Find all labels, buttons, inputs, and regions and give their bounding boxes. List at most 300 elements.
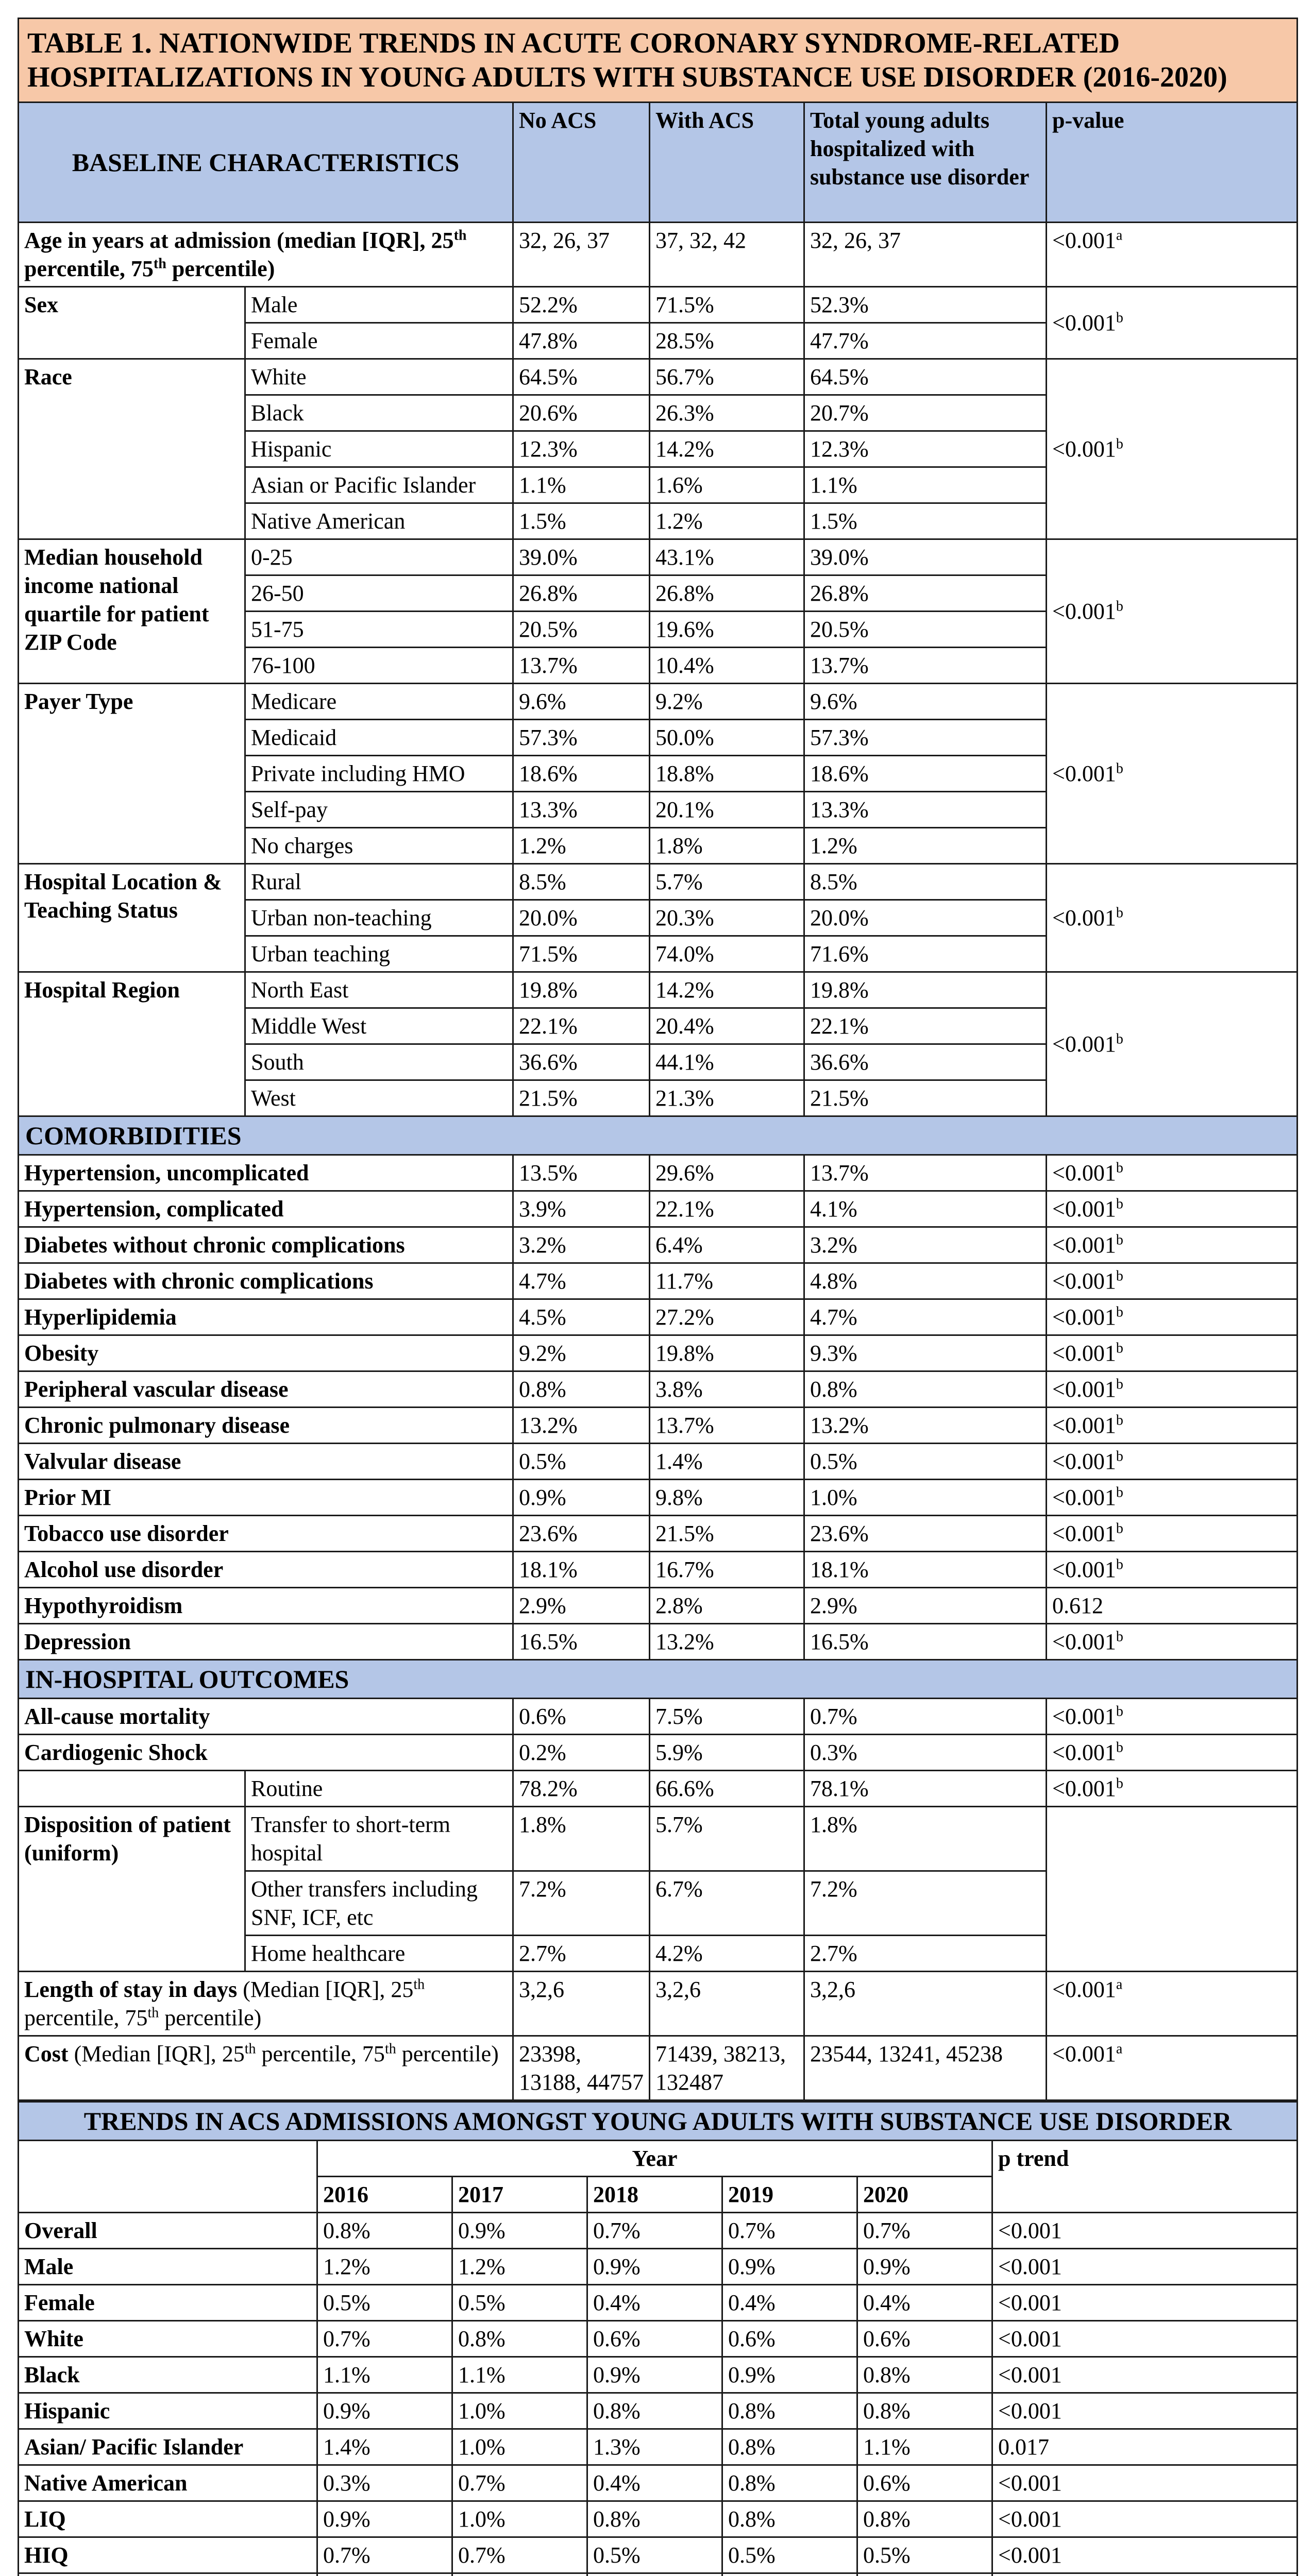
los-p: <0.001$^a$: [1047, 1972, 1298, 2036]
trends-p-trend-label: p trend: [992, 2141, 1298, 2213]
trend-value: 1.0%: [452, 2501, 587, 2537]
race-total: 1.5%: [804, 503, 1047, 539]
mortality-total: 0.7%: [804, 1699, 1047, 1735]
payer-with-acs: 9.2%: [650, 684, 804, 720]
payer-sub-label: Self-pay: [245, 792, 513, 828]
comorbidity-label: Diabetes without chronic complications: [19, 1227, 513, 1263]
income-sub-label: 0-25: [245, 539, 513, 575]
income-sub-label: 26-50: [245, 575, 513, 612]
race-no-acs: 12.3%: [513, 431, 650, 467]
trend-value: 1.1%: [317, 2357, 452, 2393]
baseline-section-label: BASELINE CHARACTERISTICS: [19, 103, 513, 223]
disposition-sub: Home healthcare: [245, 1936, 513, 1972]
comorbidity-label: Obesity: [19, 1335, 513, 1371]
comorbidity-total: 4.8%: [804, 1263, 1047, 1299]
income-sub-label: 76-100: [245, 648, 513, 684]
trend-value: 1.3%: [587, 2429, 722, 2465]
trend-value: 0.6%: [857, 2321, 992, 2357]
comorbidity-no-acs: 9.2%: [513, 1335, 650, 1371]
comorbidity-p-value: <0.001$^b$: [1047, 1299, 1298, 1335]
income-total: 26.8%: [804, 575, 1047, 612]
trend-value: 0.8%: [857, 2393, 992, 2429]
trend-value: 0.7%: [452, 2465, 587, 2501]
sex-p-value: <0.001$^b$: [1047, 287, 1298, 359]
comorbidity-p-value: <0.001$^b$: [1047, 1191, 1298, 1227]
payer-no-acs: 13.3%: [513, 792, 650, 828]
comorbidity-total: 4.1%: [804, 1191, 1047, 1227]
disposition-with-acs: 4.2%: [650, 1936, 804, 1972]
income-with-acs: 43.1%: [650, 539, 804, 575]
routine-label: Routine: [245, 1771, 513, 1807]
trend-value: 0.8%: [722, 2429, 857, 2465]
comorbidity-no-acs: 16.5%: [513, 1624, 650, 1660]
trend-value: 0.7%: [722, 2213, 857, 2249]
trend-value: 0.8%: [722, 2501, 857, 2537]
comorbidity-no-acs: 3.2%: [513, 1227, 650, 1263]
shock-total: 0.3%: [804, 1735, 1047, 1771]
shock-no-acs: 0.2%: [513, 1735, 650, 1771]
trend-row: [19, 2465, 1298, 2501]
trend-value: 0.9%: [452, 2213, 587, 2249]
race-total: 64.5%: [804, 359, 1047, 395]
race-sub-label: Asian or Pacific Islander: [245, 467, 513, 503]
trend-row: [19, 2429, 1298, 2465]
race-with-acs: 1.2%: [650, 503, 804, 539]
comorbidity-total: 3.2%: [804, 1227, 1047, 1263]
sex-with-acs: 71.5%: [650, 287, 804, 323]
race-sub-label: Black: [245, 395, 513, 431]
sex-total: 47.7%: [804, 323, 1047, 359]
comorbidity-label: Alcohol use disorder: [19, 1552, 513, 1588]
comorbidity-label: Hypertension, complicated: [19, 1191, 513, 1227]
trend-p: <0.001: [992, 2357, 1298, 2393]
trend-value: 1.2%: [452, 2249, 587, 2285]
trend-label: White: [19, 2321, 317, 2357]
income-no-acs: 20.5%: [513, 612, 650, 648]
location-sub-label: Rural: [245, 864, 513, 900]
income-no-acs: 39.0%: [513, 539, 650, 575]
trend-year-header: 2020: [857, 2177, 992, 2213]
mortality-label: All-cause mortality: [19, 1699, 513, 1735]
trend-value: 0.4%: [857, 2285, 992, 2321]
trend-value: 0.6%: [857, 2465, 992, 2501]
trend-value: 0.4%: [587, 2285, 722, 2321]
comorbidity-total: 0.5%: [804, 1444, 1047, 1480]
comorbidity-label: Hypothyroidism: [19, 1588, 513, 1624]
comorbidity-with-acs: 22.1%: [650, 1191, 804, 1227]
comorbidity-with-acs: 9.8%: [650, 1480, 804, 1516]
routine-with-acs: 66.6%: [650, 1771, 804, 1807]
race-label: Race: [19, 359, 245, 539]
comorbidity-p-value: <0.001$^b$: [1047, 1155, 1298, 1191]
los-with-acs: 3,2,6: [650, 1972, 804, 2036]
payer-total: 18.6%: [804, 756, 1047, 792]
shock-row: [19, 1735, 1298, 1771]
comorbidities-header-row: [19, 1116, 1298, 1155]
comorbidity-label: Peripheral vascular disease: [19, 1371, 513, 1408]
trend-value: 0.8%: [857, 2501, 992, 2537]
disposition-p-blank: [1047, 1807, 1298, 1972]
race-total: 12.3%: [804, 431, 1047, 467]
trend-label: Native American: [19, 2465, 317, 2501]
comorbidity-with-acs: 13.2%: [650, 1624, 804, 1660]
payer-with-acs: 1.8%: [650, 828, 804, 864]
trends-table: [18, 2101, 1298, 2576]
income-total: 39.0%: [804, 539, 1047, 575]
region-total: 21.5%: [804, 1080, 1047, 1116]
age-total: 32, 26, 37: [804, 223, 1047, 287]
comorbidity-p-value: <0.001$^b$: [1047, 1227, 1298, 1263]
trend-row: [19, 2537, 1298, 2573]
trend-value: 0.9%: [857, 2249, 992, 2285]
comorbidity-no-acs: 18.1%: [513, 1552, 650, 1588]
trend-label: [19, 2573, 317, 2576]
payer-with-acs: 20.1%: [650, 792, 804, 828]
comorbidity-no-acs: 13.2%: [513, 1408, 650, 1444]
trend-value: 1.2%: [317, 2249, 452, 2285]
trend-p: <0.001: [992, 2285, 1298, 2321]
disposition-total: 7.2%: [804, 1871, 1047, 1936]
income-label: Median household income national quartile for patient ZIP Code: [19, 539, 245, 684]
sex-no-acs: 47.8%: [513, 323, 650, 359]
race-no-acs: 64.5%: [513, 359, 650, 395]
sex-with-acs: 28.5%: [650, 323, 804, 359]
payer-with-acs: 50.0%: [650, 720, 804, 756]
comorbidity-with-acs: 29.6%: [650, 1155, 804, 1191]
trend-value: 0.8%: [452, 2321, 587, 2357]
payer-total: 9.6%: [804, 684, 1047, 720]
trends-header-row: [19, 2102, 1298, 2141]
trend-p: <0.001: [992, 2465, 1298, 2501]
trend-value: 0.9%: [722, 2249, 857, 2285]
trend-value: 0.7%: [857, 2213, 992, 2249]
comorbidity-total: 9.3%: [804, 1335, 1047, 1371]
comorbidity-no-acs: 23.6%: [513, 1516, 650, 1552]
los-label: Length of stay in days (Median [IQR], 25th percentile, 75th percentile): [19, 1972, 513, 2036]
region-sub-label: West: [245, 1080, 513, 1116]
cost-p: <0.001$^a$: [1047, 2036, 1298, 2100]
payer-sub-label: Medicaid: [245, 720, 513, 756]
comorbidity-p-value: <0.001$^b$: [1047, 1408, 1298, 1444]
baseline-header-row: [19, 103, 1298, 223]
region-with-acs: 21.3%: [650, 1080, 804, 1116]
disposition-sub: Other transfers including SNF, ICF, etc: [245, 1871, 513, 1936]
shock-label: Cardiogenic Shock: [19, 1735, 513, 1771]
payer-sub-label: Medicare: [245, 684, 513, 720]
region-with-acs: 44.1%: [650, 1044, 804, 1080]
trend-label: Overall: [19, 2213, 317, 2249]
race-sub-label: Native American: [245, 503, 513, 539]
comorbidity-with-acs: 19.8%: [650, 1335, 804, 1371]
comorbidity-label: Chronic pulmonary disease: [19, 1408, 513, 1444]
region-sub-label: North East: [245, 972, 513, 1008]
los-total: 3,2,6: [804, 1972, 1047, 2036]
income-p-value: <0.001$^b$: [1047, 539, 1298, 684]
payer-total: 13.3%: [804, 792, 1047, 828]
trend-value: 0.5%: [722, 2537, 857, 2573]
outcomes-header-row: [19, 1660, 1298, 1699]
disposition-with-acs: 5.7%: [650, 1807, 804, 1871]
trend-label: HIQ: [19, 2537, 317, 2573]
trend-label: Male: [19, 2249, 317, 2285]
trend-p: 0.017: [992, 2429, 1298, 2465]
trend-year-header: 2017: [452, 2177, 587, 2213]
comorbidity-p-value: <0.001$^b$: [1047, 1335, 1298, 1371]
region-p-value: <0.001$^b$: [1047, 972, 1298, 1116]
comorbidity-total: 1.0%: [804, 1480, 1047, 1516]
location-with-acs: 20.3%: [650, 900, 804, 936]
col-header-p-value: p-value: [1047, 103, 1298, 223]
title-row: [19, 19, 1298, 103]
comorbidity-label: Depression: [19, 1624, 513, 1660]
comorbidity-no-acs: 2.9%: [513, 1588, 650, 1624]
comorbidity-with-acs: 1.4%: [650, 1444, 804, 1480]
col-header-no-acs: No ACS: [513, 103, 650, 223]
comorbidity-label: Prior MI: [19, 1480, 513, 1516]
trend-value: 1.1%: [452, 2357, 587, 2393]
routine-row: [19, 1771, 1298, 1807]
region-no-acs: 21.5%: [513, 1080, 650, 1116]
trend-value: 0.7%: [317, 2537, 452, 2573]
race-total: 1.1%: [804, 467, 1047, 503]
race-no-acs: 1.5%: [513, 503, 650, 539]
disposition-total: 1.8%: [804, 1807, 1047, 1871]
los-no-acs: 3,2,6: [513, 1972, 650, 2036]
age-p: <0.001$^a$: [1047, 223, 1298, 287]
race-with-acs: 14.2%: [650, 431, 804, 467]
trend-label: Asian/ Pacific Islander: [19, 2429, 317, 2465]
comorbidity-no-acs: 4.5%: [513, 1299, 650, 1335]
comorbidity-total: 2.9%: [804, 1588, 1047, 1624]
trend-value: 0.7%: [587, 2213, 722, 2249]
comorbidity-no-acs: 4.7%: [513, 1263, 650, 1299]
disposition-no-acs: 1.8%: [513, 1807, 650, 1871]
comorbidity-with-acs: 21.5%: [650, 1516, 804, 1552]
location-total: 8.5%: [804, 864, 1047, 900]
trend-value: 0.7%: [317, 2321, 452, 2357]
race-with-acs: 56.7%: [650, 359, 804, 395]
trend-year-header: 2018: [587, 2177, 722, 2213]
main-table: [18, 18, 1298, 2101]
outcomes-section-label: IN-HOSPITAL OUTCOMES: [19, 1660, 1298, 1699]
comorbidity-label: Hyperlipidemia: [19, 1299, 513, 1335]
age-no-acs: 32, 26, 37: [513, 223, 650, 287]
trends-blank: [19, 2141, 317, 2213]
region-no-acs: 19.8%: [513, 972, 650, 1008]
payer-total: 1.2%: [804, 828, 1047, 864]
payer-row: [19, 684, 1298, 720]
location-no-acs: 71.5%: [513, 936, 650, 972]
income-total: 13.7%: [804, 648, 1047, 684]
income-with-acs: 10.4%: [650, 648, 804, 684]
region-total: 22.1%: [804, 1008, 1047, 1044]
comorbidity-with-acs: 27.2%: [650, 1299, 804, 1335]
comorbidity-total: 13.7%: [804, 1155, 1047, 1191]
comorbidity-row: [19, 1371, 1298, 1408]
race-sub-label: Hispanic: [245, 431, 513, 467]
los-row: [19, 1972, 1298, 2036]
comorbidity-total: 16.5%: [804, 1624, 1047, 1660]
comorbidity-with-acs: 6.4%: [650, 1227, 804, 1263]
payer-total: 57.3%: [804, 720, 1047, 756]
age-with-acs: 37, 32, 42: [650, 223, 804, 287]
cost-label: Cost (Median [IQR], 25th percentile, 75th percentile): [19, 2036, 513, 2100]
comorbidity-row: [19, 1480, 1298, 1516]
comorbidity-no-acs: 0.8%: [513, 1371, 650, 1408]
region-no-acs: 22.1%: [513, 1008, 650, 1044]
comorbidity-row: [19, 1552, 1298, 1588]
comorbidity-p-value: <0.001$^b$: [1047, 1371, 1298, 1408]
region-sub-label: Middle West: [245, 1008, 513, 1044]
comorbidity-row: [19, 1624, 1298, 1660]
trend-value: 0.9%: [317, 2501, 452, 2537]
income-no-acs: 13.7%: [513, 648, 650, 684]
comorbidity-with-acs: 16.7%: [650, 1552, 804, 1588]
comorbidity-label: Hypertension, uncomplicated: [19, 1155, 513, 1191]
location-row: [19, 864, 1298, 900]
comorbidity-with-acs: 13.7%: [650, 1408, 804, 1444]
shock-p: <0.001$^b$: [1047, 1735, 1298, 1771]
income-total: 20.5%: [804, 612, 1047, 648]
trend-value: [587, 2573, 722, 2576]
race-no-acs: 20.6%: [513, 395, 650, 431]
comorbidity-row: [19, 1408, 1298, 1444]
location-label: Hospital Location & Teaching Status: [19, 864, 245, 972]
trend-value: 0.3%: [317, 2465, 452, 2501]
race-total: 20.7%: [804, 395, 1047, 431]
race-with-acs: 26.3%: [650, 395, 804, 431]
comorbidity-p-value: <0.001$^b$: [1047, 1263, 1298, 1299]
comorbidity-with-acs: 11.7%: [650, 1263, 804, 1299]
trend-value: 0.9%: [317, 2393, 452, 2429]
disposition-row-1: [19, 1807, 1298, 1871]
trend-value: 0.9%: [587, 2249, 722, 2285]
disposition-sub: Transfer to short-term hospital: [245, 1807, 513, 1871]
trend-row: [19, 2249, 1298, 2285]
payer-sub-label: No charges: [245, 828, 513, 864]
trend-value: [722, 2573, 857, 2576]
comorbidity-no-acs: 13.5%: [513, 1155, 650, 1191]
trend-value: 0.8%: [857, 2357, 992, 2393]
payer-no-acs: 57.3%: [513, 720, 650, 756]
location-total: 20.0%: [804, 900, 1047, 936]
comorbidity-p-value: <0.001$^b$: [1047, 1516, 1298, 1552]
table-1: [18, 18, 1296, 2576]
sex-sub-label: Female: [245, 323, 513, 359]
payer-no-acs: 1.2%: [513, 828, 650, 864]
income-sub-label: 51-75: [245, 612, 513, 648]
trend-year-header: 2019: [722, 2177, 857, 2213]
shock-with-acs: 5.9%: [650, 1735, 804, 1771]
region-row: [19, 972, 1298, 1008]
comorbidity-no-acs: 0.5%: [513, 1444, 650, 1480]
region-sub-label: South: [245, 1044, 513, 1080]
disposition-label: Disposition of patient (uniform): [19, 1807, 245, 1972]
race-with-acs: 1.6%: [650, 467, 804, 503]
comorbidity-total: 18.1%: [804, 1552, 1047, 1588]
mortality-row: [19, 1699, 1298, 1735]
cost-total: 23544, 13241, 45238: [804, 2036, 1047, 2100]
trend-p: [992, 2573, 1298, 2576]
trends-section-label: TRENDS IN ACS ADMISSIONS AMONGST YOUNG ADULTS WITH SUBSTANCE USE DISORDER: [19, 2102, 1298, 2141]
income-row: [19, 539, 1298, 575]
col-header-with-acs: With ACS: [650, 103, 804, 223]
sex-row: [19, 287, 1298, 323]
table-title: TABLE 1. NATIONWIDE TRENDS IN ACUTE CORONARY SYNDROME-RELATED HOSPITALIZATIONS IN YOUNG ADULTS WITH SUBSTANCE USE DISORDER (2016-2020): [19, 19, 1298, 103]
sex-label: Sex: [19, 287, 245, 359]
comorbidity-total: 23.6%: [804, 1516, 1047, 1552]
comorbidity-label: Diabetes with chronic complications: [19, 1263, 513, 1299]
routine-total: 78.1%: [804, 1771, 1047, 1807]
race-p-value: <0.001$^b$: [1047, 359, 1298, 539]
trend-value: 0.4%: [587, 2465, 722, 2501]
trend-value: 0.8%: [722, 2393, 857, 2429]
trend-value: 1.1%: [857, 2429, 992, 2465]
comorbidity-no-acs: 0.9%: [513, 1480, 650, 1516]
trend-value: 0.4%: [722, 2285, 857, 2321]
comorbidity-p-value: <0.001$^b$: [1047, 1444, 1298, 1480]
comorbidity-row: [19, 1588, 1298, 1624]
payer-label: Payer Type: [19, 684, 245, 864]
trend-value: 1.0%: [452, 2393, 587, 2429]
comorbidity-with-acs: 3.8%: [650, 1371, 804, 1408]
comorbidity-total: 0.8%: [804, 1371, 1047, 1408]
payer-p-value: <0.001$^b$: [1047, 684, 1298, 864]
comorbidity-p-value: <0.001$^b$: [1047, 1552, 1298, 1588]
payer-no-acs: 18.6%: [513, 756, 650, 792]
location-no-acs: 20.0%: [513, 900, 650, 936]
cost-with-acs: 71439, 38213, 132487: [650, 2036, 804, 2100]
trend-value: 0.5%: [452, 2285, 587, 2321]
trend-value: 0.9%: [722, 2357, 857, 2393]
region-total: 19.8%: [804, 972, 1047, 1008]
location-total: 71.6%: [804, 936, 1047, 972]
race-no-acs: 1.1%: [513, 467, 650, 503]
comorbidity-label: Tobacco use disorder: [19, 1516, 513, 1552]
comorbidity-p-value: <0.001$^b$: [1047, 1480, 1298, 1516]
trend-value: 0.6%: [722, 2321, 857, 2357]
trend-value: 0.5%: [587, 2537, 722, 2573]
comorbidity-label: Valvular disease: [19, 1444, 513, 1480]
trend-value: 0.8%: [587, 2501, 722, 2537]
comorbidity-row: [19, 1299, 1298, 1335]
trend-value: [317, 2573, 452, 2576]
trend-row: [19, 2393, 1298, 2429]
mortality-with-acs: 7.5%: [650, 1699, 804, 1735]
trend-label: Hispanic: [19, 2393, 317, 2429]
comorbidity-p-value: <0.001$^b$: [1047, 1624, 1298, 1660]
age-label: Age in years at admission (median [IQR], 25th percentile, 75th percentile): [19, 223, 513, 287]
trend-value: 0.5%: [317, 2285, 452, 2321]
trend-value: 0.6%: [587, 2321, 722, 2357]
comorbidity-total: 13.2%: [804, 1408, 1047, 1444]
trend-row: [19, 2573, 1298, 2576]
routine-blank: [19, 1771, 245, 1807]
trend-value: 0.8%: [722, 2465, 857, 2501]
disposition-with-acs: 6.7%: [650, 1871, 804, 1936]
mortality-no-acs: 0.6%: [513, 1699, 650, 1735]
location-no-acs: 8.5%: [513, 864, 650, 900]
comorbidity-no-acs: 3.9%: [513, 1191, 650, 1227]
trend-p: <0.001: [992, 2393, 1298, 2429]
trend-value: 0.5%: [857, 2537, 992, 2573]
trend-value: 1.0%: [452, 2429, 587, 2465]
trend-value: [452, 2573, 587, 2576]
payer-with-acs: 18.8%: [650, 756, 804, 792]
income-no-acs: 26.8%: [513, 575, 650, 612]
trend-p: <0.001: [992, 2213, 1298, 2249]
trend-row: [19, 2501, 1298, 2537]
